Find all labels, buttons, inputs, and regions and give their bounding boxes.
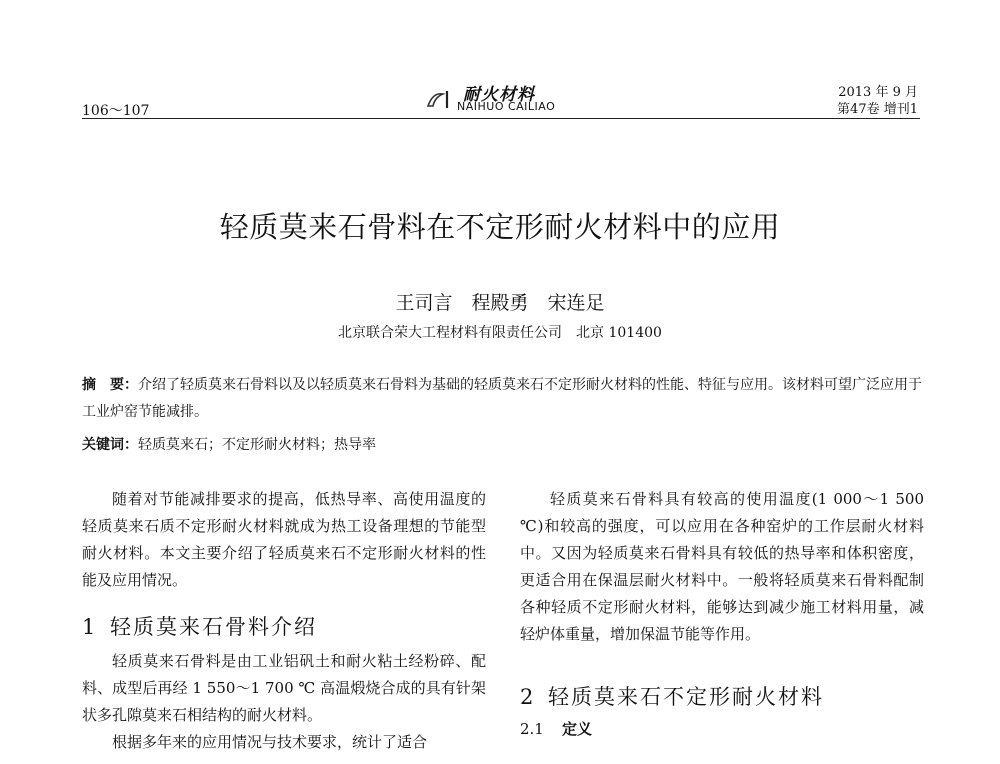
section-1-number: 1 [82,615,98,639]
section-1-paragraph-2: 根据多年来的应用情况与技术要求，统计了适合 [112,733,428,751]
article-title: 轻质莫来石骨料在不定形耐火材料中的应用 [219,210,781,244]
right-paragraph: 轻质莫来石骨料具有较高的使用温度(1 000～1 500 ℃)和较高的强度，可以应用在各种窑炉的工作层耐火材料中。又因为轻质莫来石骨料具有较低的热导率和体积密度，更适合用在保温层耐火材料中。一般将轻质莫来石骨料配制各种轻质不定形耐火材料，能够达到减少施工材料用量，减轻炉体重量，增加保温节能等作用。 [520,490,924,643]
section-1-heading [82,612,486,642]
left-column [82,486,486,756]
section-2-1-heading [520,718,924,740]
section-1-title: 轻质莫来石骨料介绍 [110,615,317,639]
section-2-1-title: 定义 [562,720,593,738]
article-affiliation: 北京联合荣大工程材料有限责任公司 北京 101400 [338,325,662,341]
keywords-label: 关键词： [82,437,138,453]
abstract-text: 介绍了轻质莫来石骨料以及以轻质莫来石骨料为基础的轻质莫来石不定形耐火材料的性能、特征与应用。该材料可望广泛应用于工业炉窑节能减排。 [82,377,922,420]
keywords-text: 轻质莫来石；不定形耐火材料；热导率 [138,437,376,453]
issue-date: 2013 年 9 月 [838,85,918,100]
article-authors: 王司言 程殿勇 宋连足 [395,292,605,314]
section-2-heading [520,682,924,712]
right-column [520,486,924,740]
journal-emblem-icon [425,88,453,110]
keywords [82,434,922,454]
journal-name-en: NAIHUO CAILIAO [457,100,556,113]
section-1-paragraph-1: 轻质莫来石骨料是由工业铝矾土和耐火粘土经粉碎、配料、成型后再经 1 550～1 700 ℃ 高温煅烧合成的具有针架状多孔隙莫来石相结构的耐火材料。 [82,652,486,724]
issue-info [837,84,918,118]
section-2-number: 2 [520,685,536,709]
intro-paragraph: 随着对节能减排要求的提高，低热导率、高使用温度的轻质莫来石质不定形耐火材料就成为热工设备理想的节能型耐火材料。本文主要介绍了轻质莫来石不定形耐火材料的性能及应用情况。 [82,490,486,589]
header-rule [82,118,920,119]
section-2-1-number: 2.1 [520,720,544,738]
abstract [82,372,922,426]
journal-logo [425,80,625,116]
abstract-label: 摘 要： [82,377,138,393]
issue-volume: 第47卷 增刊1 [837,102,918,117]
page-range: 106～107 [82,103,150,119]
section-2-title: 轻质莫来石不定形耐火材料 [548,685,824,709]
journal-name-cn: 耐火材料 [463,85,535,105]
